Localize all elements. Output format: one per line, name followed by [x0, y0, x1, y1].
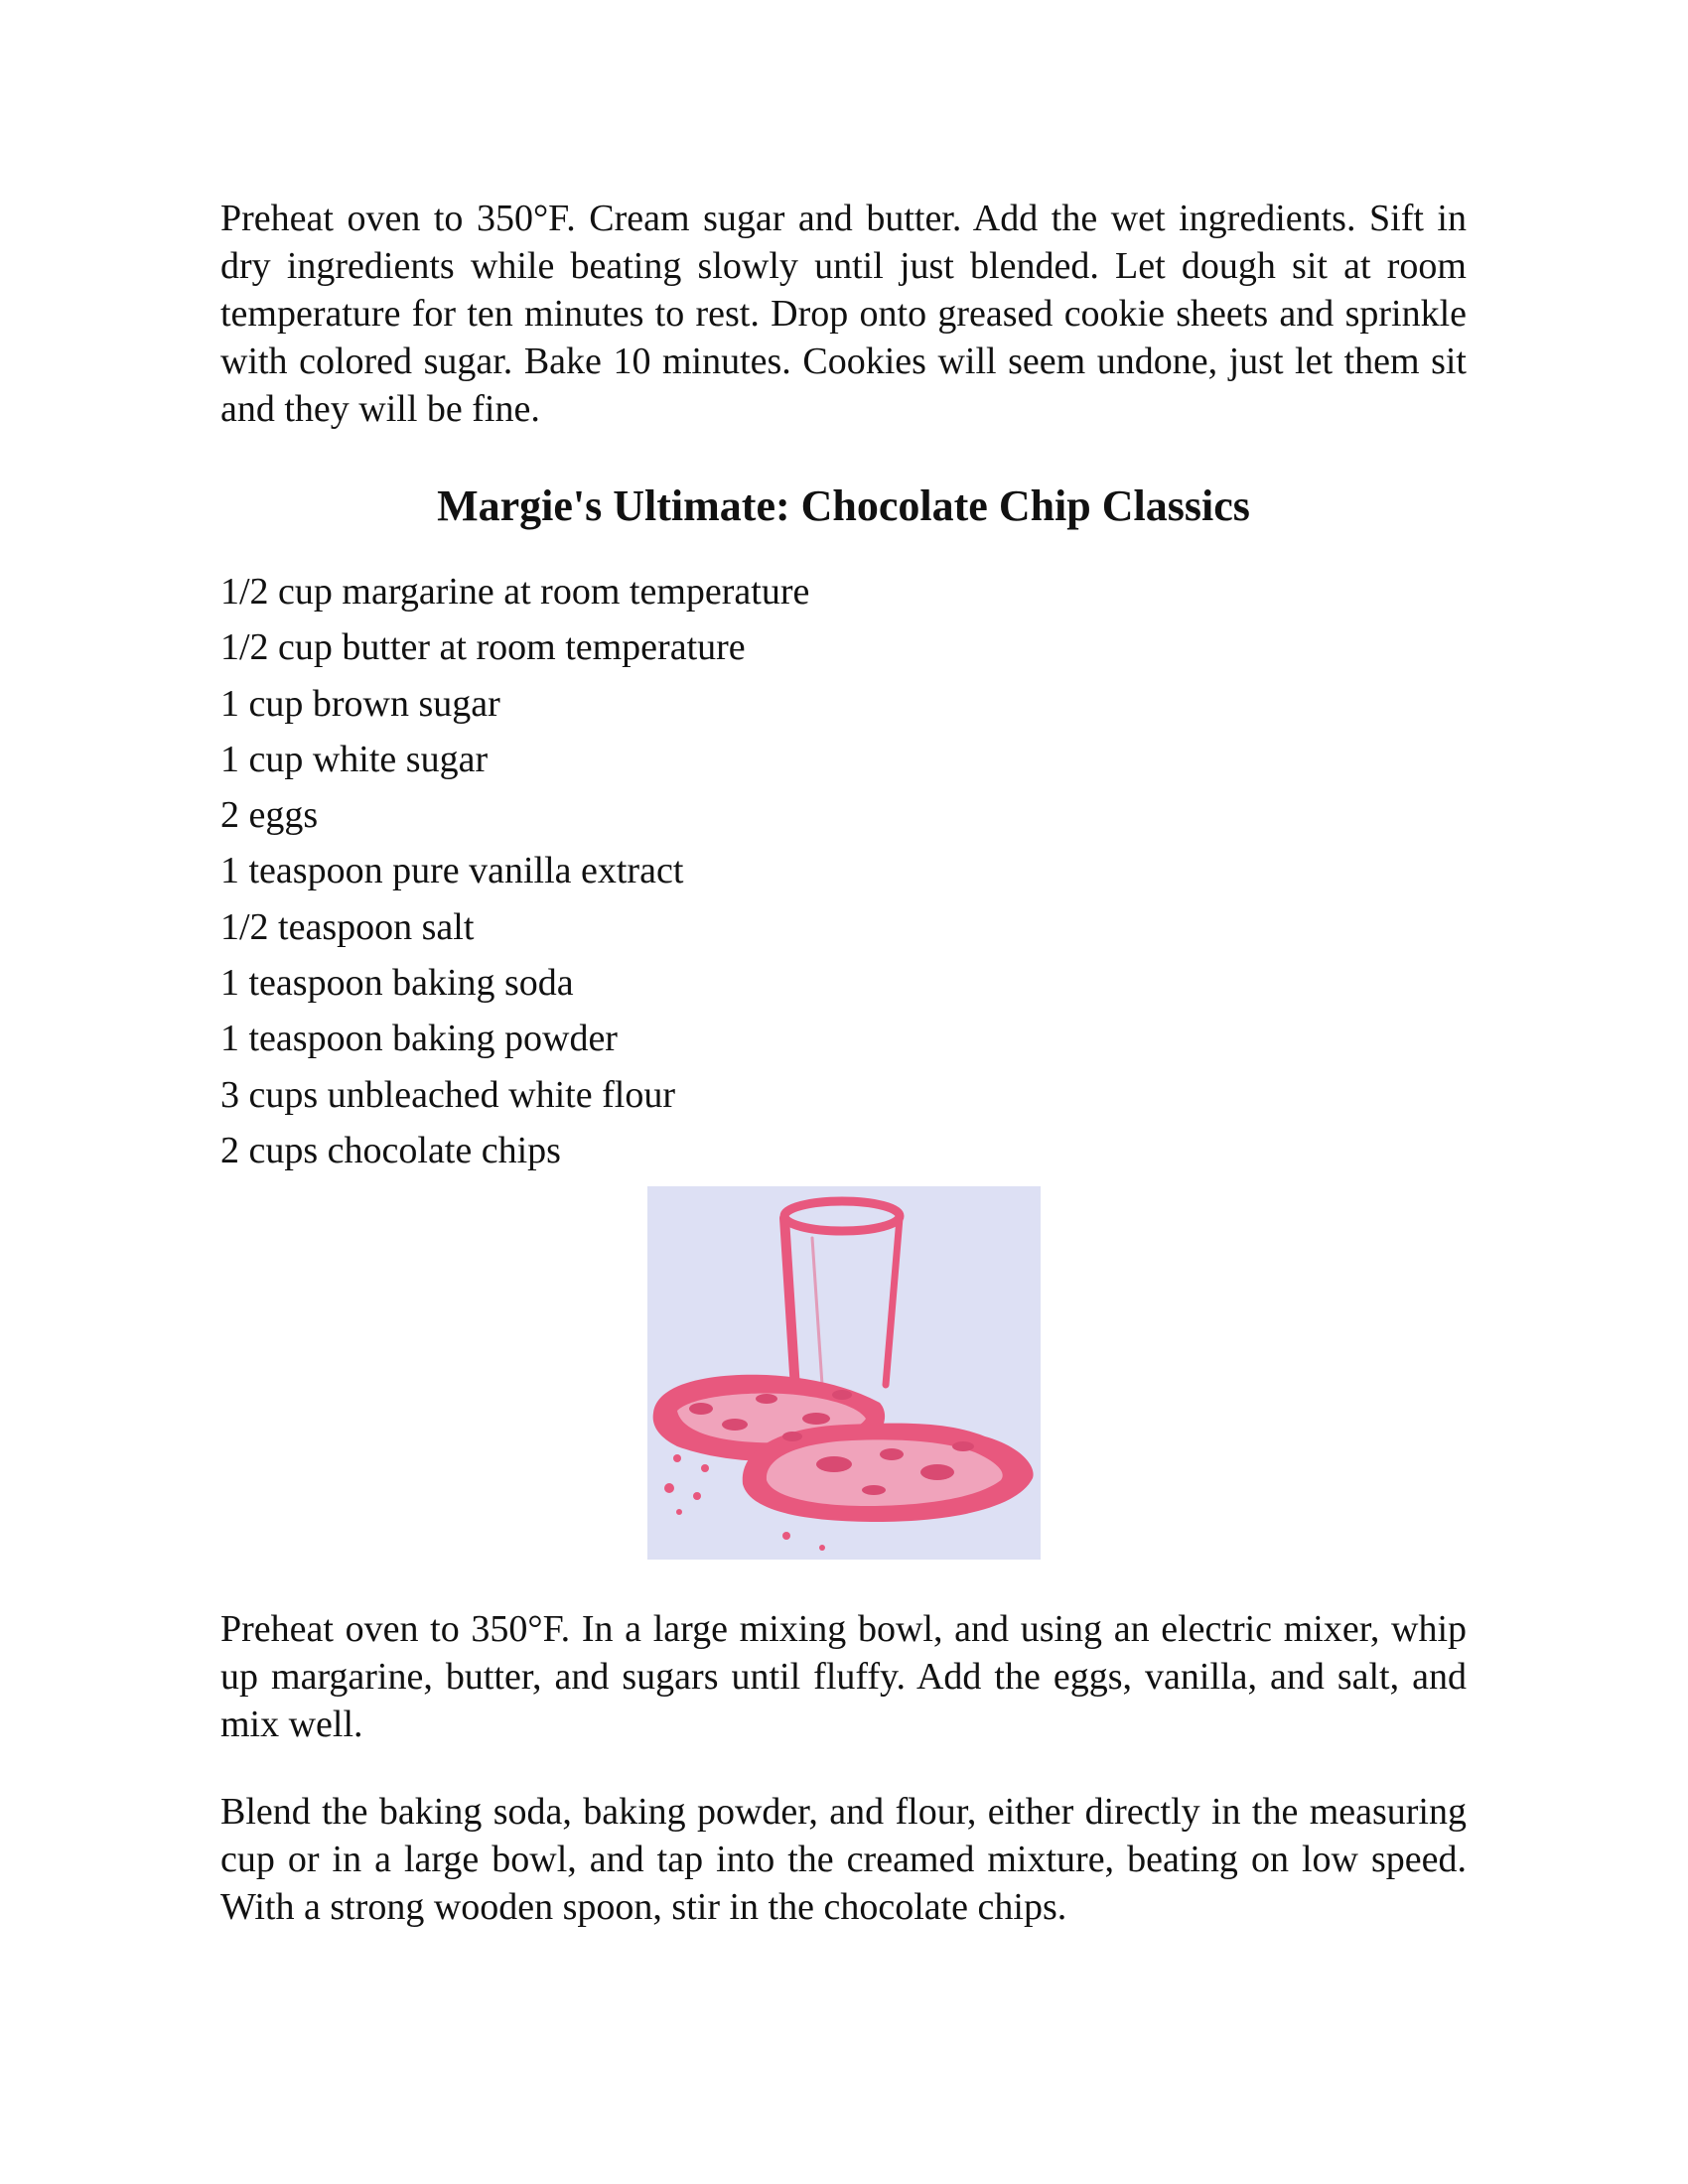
ingredient-item: 1/2 teaspoon salt [220, 905, 475, 948]
ingredient-item: 1 teaspoon pure vanilla extract [220, 850, 684, 892]
illustration-container [220, 1186, 1467, 1560]
ingredient-item: 2 cups chocolate chips [220, 1129, 561, 1171]
ingredient-list [220, 564, 1467, 1178]
ingredient-item: 1 teaspoon baking powder [220, 1018, 618, 1060]
recipe-page [220, 195, 1467, 1931]
cookies-and-milk-icon [647, 1186, 1041, 1560]
ingredient-item: 1/2 cup butter at room temperature [220, 626, 746, 669]
ingredient-item: 2 eggs [220, 794, 319, 837]
recipe-title: Margie's Ultimate: Chocolate Chip Classics [437, 481, 1250, 530]
ingredient-item: 1 teaspoon baking soda [220, 962, 574, 1005]
ingredient-item: 1/2 cup margarine at room temperature [220, 571, 810, 613]
instruction-paragraph: Preheat oven to 350°F. In a large mixing bowl, and using an electric mixer, whip up margarine, butter, and sugars until fluffy. Add the eggs, vanilla, and salt, and mix well. [220, 1608, 1467, 1746]
ingredient-item: 3 cups unbleached white flour [220, 1073, 675, 1116]
ingredient-item: 1 cup brown sugar [220, 682, 500, 725]
intro-paragraph: Preheat oven to 350°F. Cream sugar and butter. Add the wet ingredients. Sift in dry ingredients while beating slowly until just blended. Let dough sit at room temperature for ten minutes to rest. Drop onto greased cookie sheets and sprinkle with colored sugar. Bake 10 minutes. Cookies will seem undone, just let them sit and they will be fine. [220, 198, 1467, 430]
ingredient-item: 1 cup white sugar [220, 738, 489, 780]
instruction-paragraph: Blend the baking soda, baking powder, and flour, either directly in the measuring cup or in a large bowl, and tap into the creamed mixture, beating on low speed. With a strong wooden spoon, stir in the chocolate chips. [220, 1791, 1467, 1929]
